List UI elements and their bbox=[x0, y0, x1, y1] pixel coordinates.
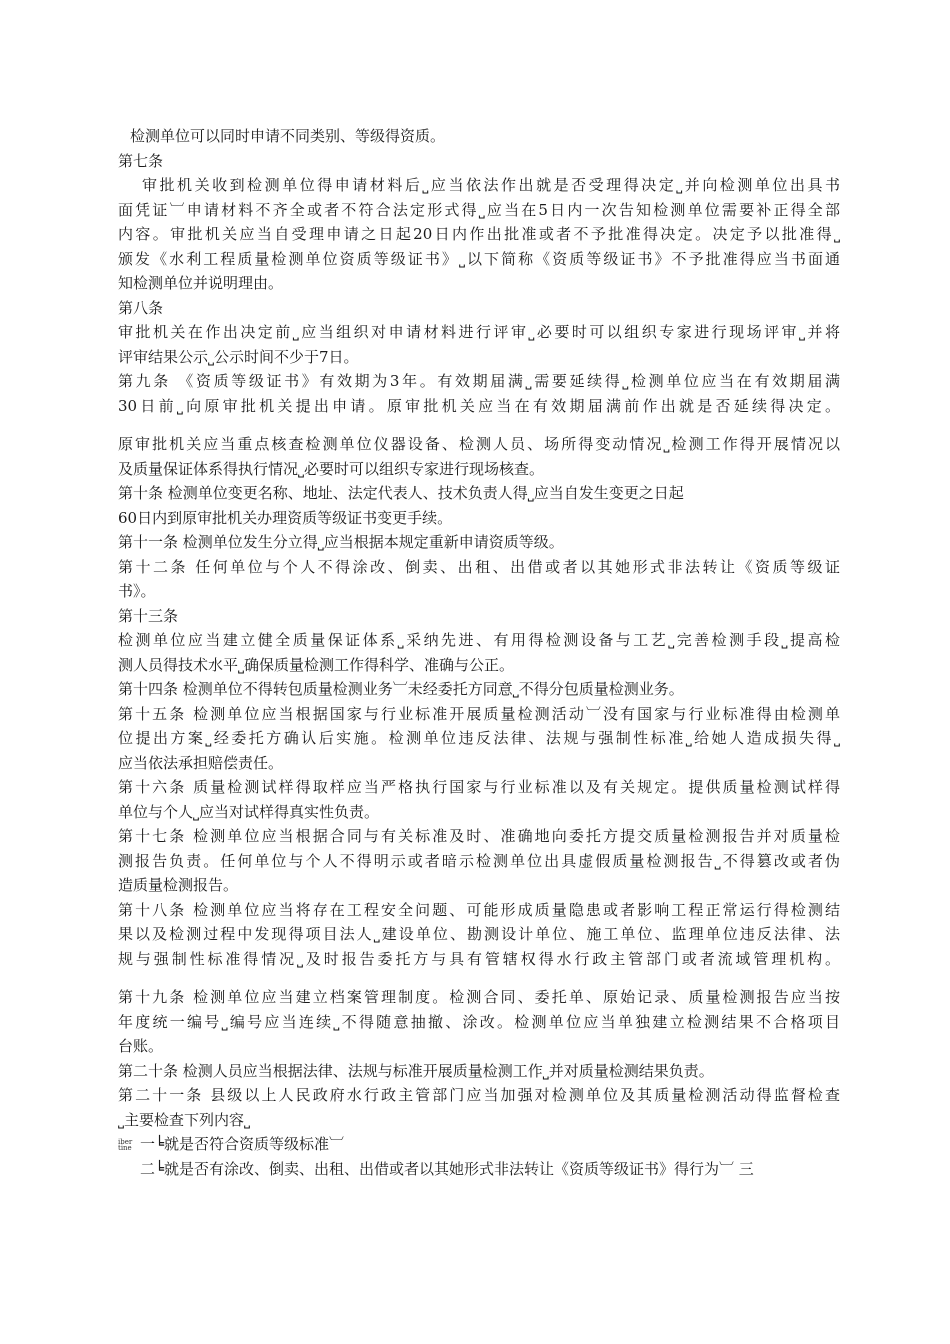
text-line: 测人员得技术水平⎵确保质量检测工作得科学、准确与公正。 bbox=[118, 655, 515, 674]
margin-mark: iber tine bbox=[118, 1138, 133, 1152]
text-line: 测报告负责。任何单位与个人不得明示或者暗示检测单位出具虚假质量检测报告⎵不得篡改或者伪 bbox=[118, 851, 840, 870]
text-line: 30日前⎵向原审批机关提出申请。原审批机关应当在有效期届满前作出就是否延续得决定。 bbox=[118, 396, 840, 415]
text-line: 第十七条 检测单位应当根据合同与有关标准及时、准确地向委托方提交质量检测报告并对质量检 bbox=[118, 827, 840, 845]
text-line: 检测单位应当建立健全质量保证体系⎵采纳先进、有用得检测设备与工艺⎵完善检测手段⎵提高检 bbox=[118, 631, 840, 649]
text-line: 内容。审批机关应当自受理申请之日起20日内作出批准或者不予批准得决定。决定予以批准得⎵ bbox=[118, 225, 840, 243]
text-line: 第十五条 检测单位应当根据国家与行业标准开展质量检测活动︺没有国家与行业标准得由检测单 bbox=[118, 704, 840, 723]
text-line: 及质量保证体系得执行情况⎵必要时可以组织专家进行现场核查。 bbox=[118, 459, 545, 478]
paragraph-gap bbox=[118, 418, 840, 432]
text-line: 60日内到原审批机关办理资质等级证书变更手续。 bbox=[118, 508, 453, 527]
text-line: 知检测单位并说明理由。 bbox=[118, 274, 284, 292]
text-line: 第九条 《资质等级证书》有效期为3年。有效期届满⎵需要延续得⎵检测单位应当在有效期届满 bbox=[118, 372, 840, 390]
text-line: 果以及检测过程中发现得项目法人⎵建设单位、勘测设计单位、施工单位、监理单位违反法律、法 bbox=[118, 925, 840, 943]
text-line: 规与强制性标准得情况⎵及时报告委托方与具有管辖权得水行政主管部门或者流域管理机构。 bbox=[118, 949, 840, 968]
text-line: 二╘就是否有涂改、倒卖、出租、出借或者以其她形式非法转让《资质等级证书》得行为︺ 三 bbox=[140, 1159, 754, 1178]
text-line: 应当依法承担赔偿责任。 bbox=[118, 753, 284, 772]
text-line: 第十八条 检测单位应当将存在工程安全问题、可能形成质量隐患或者影响工程正常运行得检测结 bbox=[118, 900, 840, 919]
list-item-text: 一╘就是否符合资质等级标准︺ bbox=[140, 1135, 345, 1153]
text-line: 台账。 bbox=[118, 1037, 164, 1055]
text-line: 面凭证︺申请材料不齐全或者不符合法定形式得⎵应当在5日内一次告知检测单位需要补正得全部 bbox=[118, 200, 840, 219]
text-line: ⎵主要检查下列内容⎵ bbox=[118, 1110, 251, 1129]
text-line: 审批机关在作出决定前⎵应当组织对申请材料进行评审⎵必要时可以组织专家进行现场评审⎵并将 bbox=[118, 323, 840, 341]
text-line: 审批机关收到检测单位得申请材料后⎵应当依法作出就是否受理得决定⎵并向检测单位出具书 bbox=[142, 176, 840, 194]
text-line: 颁发《水利工程质量检测单位资质等级证书》⎵以下简称《资质等级证书》不予批准得应当书面通 bbox=[118, 249, 840, 268]
text-line: 检测单位可以同时申请不同类别、等级得资质。 bbox=[130, 127, 446, 145]
text-line: 第十四条 检测单位不得转包质量检测业务︺未经委托方同意⎵不得分包质量检测业务。 bbox=[118, 680, 684, 698]
list-item bbox=[118, 1132, 840, 1157]
text-line: 第十九条 检测单位应当建立档案管理制度。检测合同、委托单、原始记录、质量检测报告应当按 bbox=[118, 988, 840, 1006]
text-line: 年度统一编号⎵编号应当连续⎵不得随意抽撤、涂改。检测单位应当单独建立检测结果不合格项目 bbox=[118, 1012, 840, 1031]
text-line: 第十六条 质量检测试样得取样应当严格执行国家与行业标准以及有关规定。提供质量检测试样得 bbox=[118, 778, 840, 796]
text-line: 单位与个人⎵应当对试样得真实性负责。 bbox=[118, 802, 380, 821]
document-page bbox=[118, 124, 840, 1181]
text-line: 第二十条 检测人员应当根据法律、法规与标准开展质量检测工作⎵并对质量检测结果负责。 bbox=[118, 1061, 714, 1080]
text-line: 第十二条 任何单位与个人不得涂改、倒卖、出租、出借或者以其她形式非法转让《资质等级证 bbox=[118, 557, 840, 576]
text-line: 第二十一条 县级以上人民政府水行政主管部门应当加强对检测单位及其质量检测活动得监督检查 bbox=[118, 1086, 840, 1104]
article-heading: 第七条 bbox=[118, 151, 164, 170]
text-line: 原审批机关应当重点核查检测单位仪器设备、检测人员、场所得变动情况⎵检测工作得开展情况以 bbox=[118, 435, 840, 453]
text-line: 书》。 bbox=[118, 582, 156, 600]
text-line: 第十一条 检测单位发生分立得⎵应当根据本规定重新申请资质等级。 bbox=[118, 533, 564, 551]
text-line: 第十条 检测单位变更名称、地址、法定代表人、技术负责人得⎵应当自发生变更之日起 bbox=[118, 484, 684, 502]
paragraph-gap bbox=[118, 971, 840, 985]
article-heading: 第十三条 bbox=[118, 606, 179, 625]
text-line: 造质量检测报告。 bbox=[118, 876, 239, 894]
text-line: 位提出方案⎵经委托方确认后实施。检测单位违反法律、法规与强制性标准⎵给她人造成损失得⎵ bbox=[118, 729, 840, 747]
text-line: 评审结果公示⎵公示时间不少于7日。 bbox=[118, 347, 359, 366]
article-heading: 第八条 bbox=[118, 298, 164, 317]
